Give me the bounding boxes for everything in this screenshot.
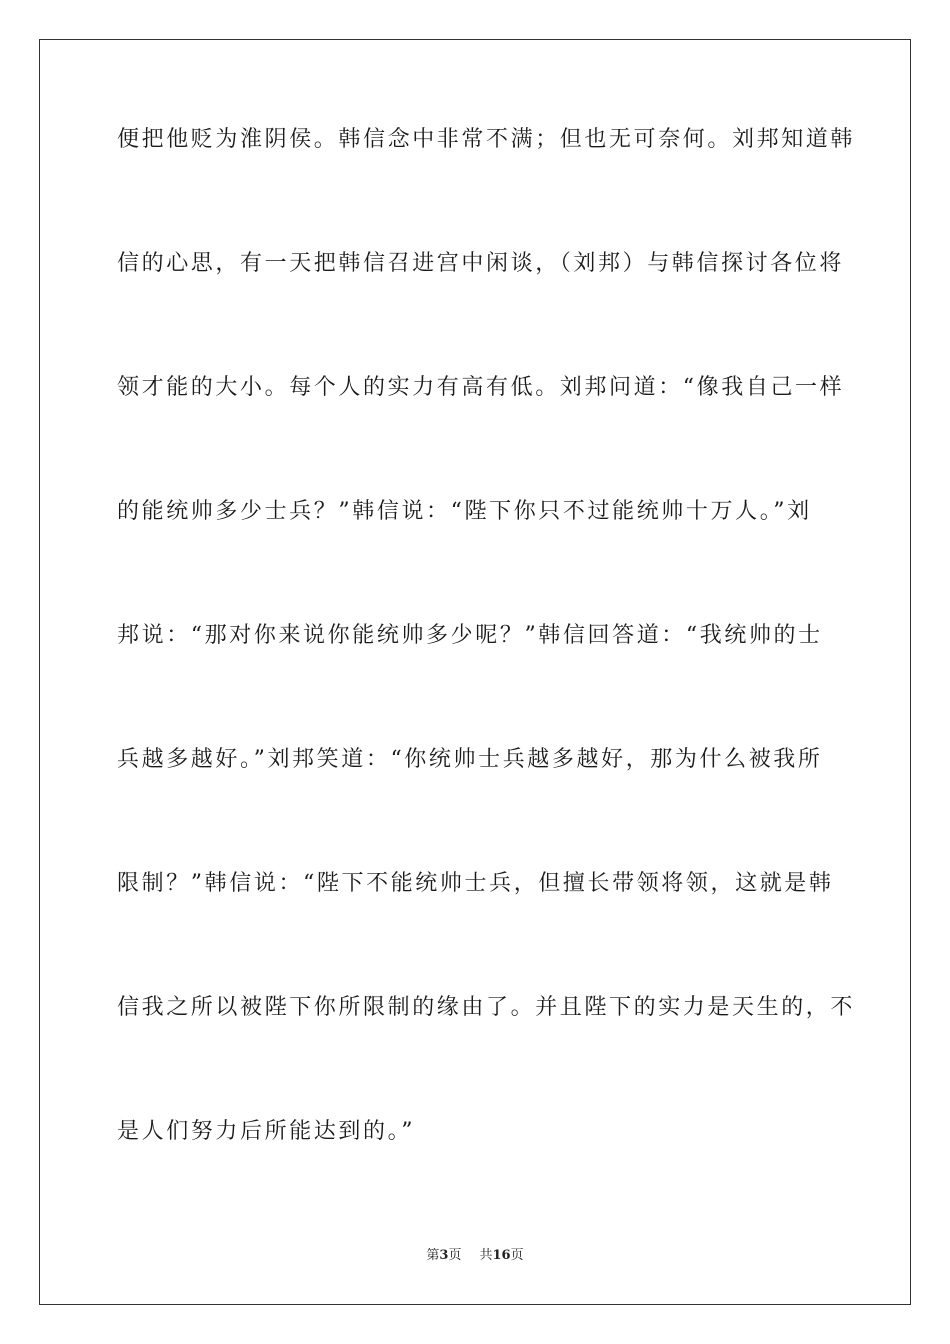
total-pages-suffix: 页 bbox=[510, 1248, 524, 1263]
page-number-prefix: 第 bbox=[426, 1248, 440, 1263]
page-number-suffix: 页 bbox=[448, 1248, 462, 1263]
total-page-count: 16 bbox=[492, 1248, 511, 1263]
body-line-8: 信我之所以被陛下你所限制的缘由了。并且陛下的实力是天生的，不 bbox=[117, 995, 856, 1020]
body-line-6: 兵越多越好。”刘邦笑道：“你统帅士兵越多越好，那为什么被我所 bbox=[117, 747, 823, 772]
current-page-number: 3 bbox=[439, 1248, 449, 1263]
body-line-1: 便把他贬为淮阴侯。韩信念中非常不满；但也无可奈何。刘邦知道韩 bbox=[117, 127, 856, 152]
document-body bbox=[117, 125, 856, 1241]
body-line-4: 的能统帅多少士兵？”韩信说：“陛下你只不过能统帅十万人。”刘 bbox=[117, 499, 812, 524]
body-line-3: 领才能的大小。每个人的实力有高有低。刘邦问道：“像我自己一样 bbox=[117, 375, 845, 400]
page-footer bbox=[0, 1247, 950, 1265]
body-line-5: 邦说：“那对你来说你能统帅多少呢？”韩信回答道：“我统帅的士 bbox=[117, 623, 823, 648]
body-line-9: 是人们努力后所能达到的。” bbox=[117, 1119, 416, 1144]
body-line-7: 限制？”韩信说：“陛下不能统帅士兵，但擅长带领将领，这就是韩 bbox=[117, 871, 834, 896]
body-line-2: 信的心思，有一天把韩信召进宫中闲谈，（刘邦）与韩信探讨各位将 bbox=[117, 251, 845, 276]
total-pages-prefix: 共 bbox=[479, 1248, 493, 1263]
